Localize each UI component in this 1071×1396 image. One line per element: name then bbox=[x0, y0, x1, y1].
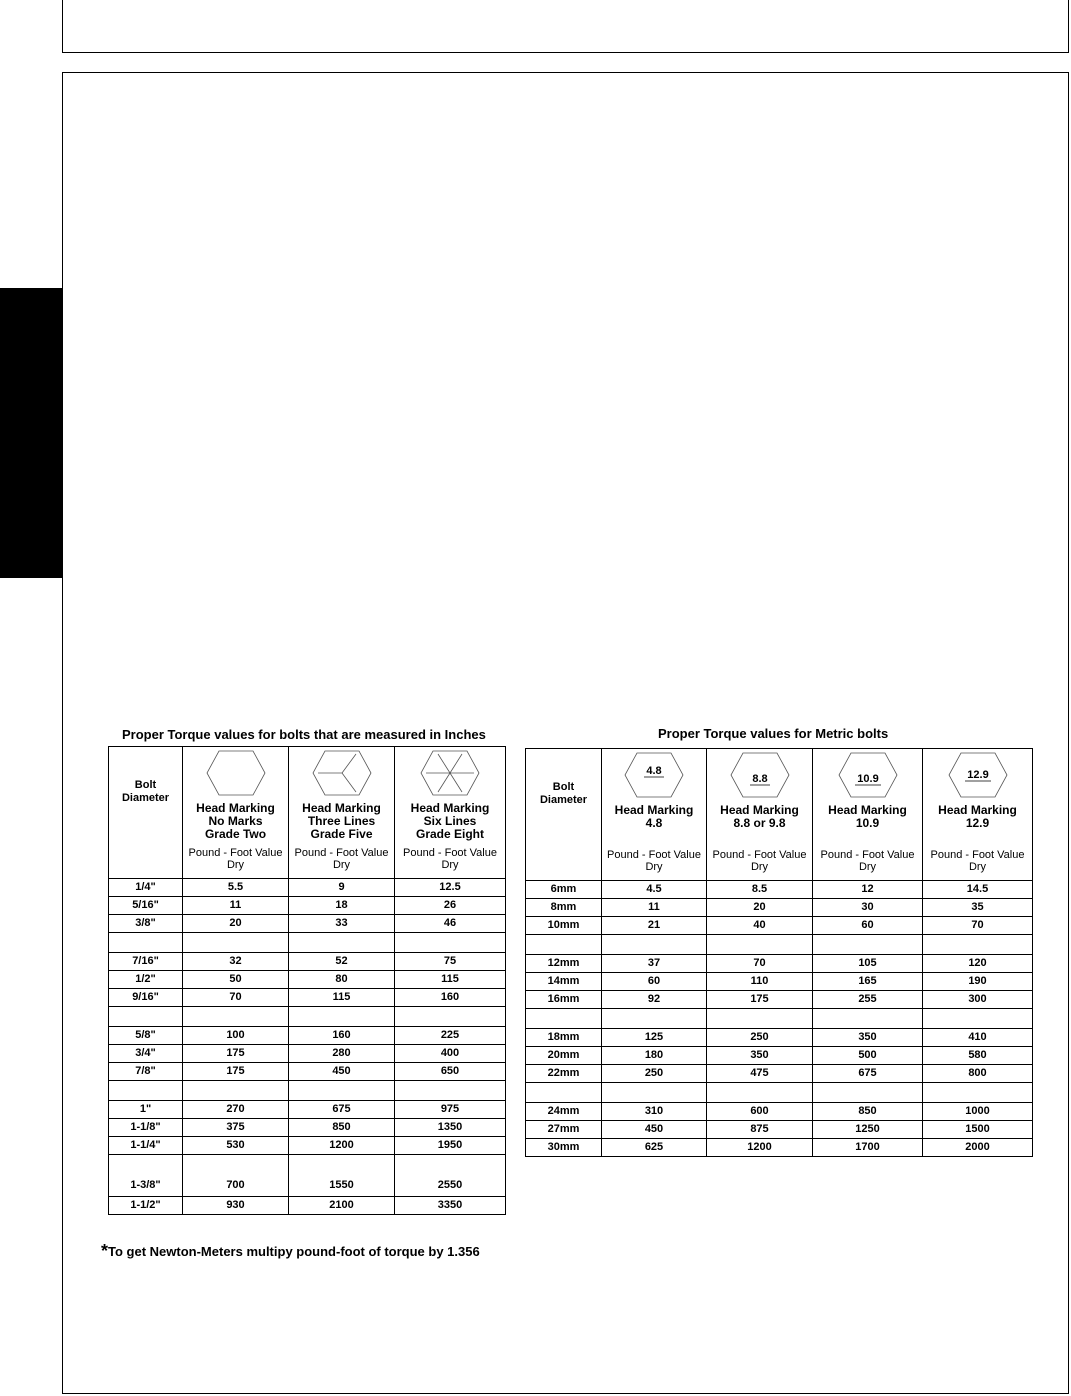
torque-value-cell: 110 bbox=[707, 973, 813, 991]
bolt-diameter-cell: 3/8" bbox=[109, 915, 183, 933]
table-row bbox=[109, 971, 506, 989]
bolt-diameter-cell: 30mm bbox=[526, 1139, 602, 1157]
torque-value-cell bbox=[923, 935, 1033, 955]
spacer-row bbox=[526, 1083, 1033, 1103]
table-row bbox=[109, 897, 506, 915]
bolt-diameter-cell: 1-1/2" bbox=[109, 1197, 183, 1215]
torque-value-cell: 70 bbox=[707, 955, 813, 973]
hex-10-9-icon bbox=[838, 752, 898, 798]
torque-value-cell bbox=[183, 933, 289, 953]
torque-value-cell: 625 bbox=[602, 1139, 707, 1157]
inch-table-title: Proper Torque values for bolts that are measured in Inches bbox=[122, 727, 486, 742]
torque-value-cell: 21 bbox=[602, 917, 707, 935]
torque-value-cell: 450 bbox=[602, 1121, 707, 1139]
table-row bbox=[109, 1155, 506, 1197]
table-row bbox=[109, 1197, 506, 1215]
torque-value-cell: 60 bbox=[602, 973, 707, 991]
torque-value-cell: 350 bbox=[813, 1029, 923, 1047]
torque-value-cell: 50 bbox=[183, 971, 289, 989]
class-4-8-header: 4.8 Head Marking 4.8 Pound - Foot Value Dry bbox=[602, 749, 707, 881]
torque-value-cell bbox=[813, 935, 923, 955]
table-row bbox=[109, 1119, 506, 1137]
torque-value-cell: 115 bbox=[289, 989, 395, 1007]
table-row bbox=[526, 955, 1033, 973]
hex-4-8-icon bbox=[624, 752, 684, 798]
spacer-row bbox=[109, 1007, 506, 1027]
svg-text:10.9: 10.9 bbox=[856, 773, 879, 785]
torque-value-cell bbox=[602, 1009, 707, 1029]
torque-value-cell: 160 bbox=[395, 989, 506, 1007]
metric-torque-table bbox=[525, 748, 1033, 1157]
bolt-diameter-cell: 1/4" bbox=[109, 879, 183, 897]
table-row bbox=[526, 991, 1033, 1009]
bolt-diameter-cell: 7/16" bbox=[109, 953, 183, 971]
bolt-diameter-cell: 22mm bbox=[526, 1065, 602, 1083]
bolt-diameter-cell bbox=[109, 1081, 183, 1101]
bolt-diameter-cell: 1-1/4" bbox=[109, 1137, 183, 1155]
table-row bbox=[526, 973, 1033, 991]
metric-table-title: Proper Torque values for Metric bolts bbox=[658, 726, 889, 741]
bolt-diameter-cell bbox=[526, 1083, 602, 1103]
torque-value-cell bbox=[289, 933, 395, 953]
torque-value-cell: 9 bbox=[289, 879, 395, 897]
torque-value-cell: 1200 bbox=[707, 1139, 813, 1157]
table-row bbox=[526, 917, 1033, 935]
torque-value-cell: 700 bbox=[183, 1155, 289, 1197]
table-row bbox=[526, 881, 1033, 899]
table-row bbox=[109, 1137, 506, 1155]
torque-value-cell: 60 bbox=[813, 917, 923, 935]
bolt-diameter-cell bbox=[109, 1007, 183, 1027]
torque-value-cell: 100 bbox=[183, 1027, 289, 1045]
bolt-diameter-cell: 5/16" bbox=[109, 897, 183, 915]
torque-value-cell: 1700 bbox=[813, 1139, 923, 1157]
torque-value-cell: 600 bbox=[707, 1103, 813, 1121]
bolt-diameter-cell: 6mm bbox=[526, 881, 602, 899]
torque-value-cell: 75 bbox=[395, 953, 506, 971]
torque-value-cell: 8.5 bbox=[707, 881, 813, 899]
torque-value-cell: 12 bbox=[813, 881, 923, 899]
torque-value-cell: 80 bbox=[289, 971, 395, 989]
hex-no-marks-icon bbox=[206, 750, 266, 796]
torque-value-cell: 20 bbox=[183, 915, 289, 933]
torque-value-cell: 160 bbox=[289, 1027, 395, 1045]
table-row bbox=[109, 879, 506, 897]
torque-value-cell: 875 bbox=[707, 1121, 813, 1139]
torque-value-cell: 800 bbox=[923, 1065, 1033, 1083]
table-row bbox=[109, 1045, 506, 1063]
class-10-9-header: 10.9 Head Marking 10.9 Pound - Foot Value Dry bbox=[813, 749, 923, 881]
table-row bbox=[109, 953, 506, 971]
svg-text:8.8: 8.8 bbox=[751, 773, 768, 785]
newton-meter-footnote: *To get Newton-Meters multipy pound-foot of torque by 1.356 bbox=[101, 1241, 480, 1261]
torque-value-cell: 5.5 bbox=[183, 879, 289, 897]
bolt-diameter-cell: 3/4" bbox=[109, 1045, 183, 1063]
torque-value-cell: 250 bbox=[707, 1029, 813, 1047]
torque-value-cell: 2100 bbox=[289, 1197, 395, 1215]
torque-value-cell: 165 bbox=[813, 973, 923, 991]
table-row bbox=[526, 1103, 1033, 1121]
torque-value-cell: 580 bbox=[923, 1047, 1033, 1065]
torque-value-cell: 350 bbox=[707, 1047, 813, 1065]
bolt-diameter-header: Bolt Diameter bbox=[109, 747, 183, 879]
torque-value-cell: 12.5 bbox=[395, 879, 506, 897]
svg-text:4.8: 4.8 bbox=[646, 765, 662, 777]
torque-value-cell: 18 bbox=[289, 897, 395, 915]
hex-8-8-icon bbox=[730, 752, 790, 798]
bolt-diameter-cell bbox=[526, 1009, 602, 1029]
torque-value-cell: 375 bbox=[183, 1119, 289, 1137]
hex-six-lines-icon bbox=[420, 750, 480, 796]
metric-table-header-row bbox=[526, 749, 1033, 881]
torque-value-cell: 850 bbox=[289, 1119, 395, 1137]
bolt-diameter-cell: 16mm bbox=[526, 991, 602, 1009]
torque-value-cell: 180 bbox=[602, 1047, 707, 1065]
torque-value-cell: 3350 bbox=[395, 1197, 506, 1215]
torque-value-cell: 450 bbox=[289, 1063, 395, 1081]
torque-value-cell: 32 bbox=[183, 953, 289, 971]
torque-value-cell: 500 bbox=[813, 1047, 923, 1065]
table-row bbox=[526, 1139, 1033, 1157]
grade-eight-header: Head Marking Six Lines Grade Eight Pound - Foot Value Dry bbox=[395, 747, 506, 879]
bolt-diameter-cell: 10mm bbox=[526, 917, 602, 935]
spacer-row bbox=[109, 1081, 506, 1101]
torque-value-cell bbox=[602, 1083, 707, 1103]
torque-value-cell bbox=[289, 1081, 395, 1101]
torque-value-cell: 930 bbox=[183, 1197, 289, 1215]
torque-value-cell: 1200 bbox=[289, 1137, 395, 1155]
torque-value-cell: 52 bbox=[289, 953, 395, 971]
torque-value-cell: 105 bbox=[813, 955, 923, 973]
bolt-diameter-cell bbox=[109, 933, 183, 953]
torque-value-cell: 175 bbox=[707, 991, 813, 1009]
torque-value-cell: 14.5 bbox=[923, 881, 1033, 899]
torque-value-cell: 1500 bbox=[923, 1121, 1033, 1139]
torque-value-cell: 410 bbox=[923, 1029, 1033, 1047]
table-row bbox=[109, 1027, 506, 1045]
torque-value-cell bbox=[707, 1083, 813, 1103]
torque-value-cell: 1550 bbox=[289, 1155, 395, 1197]
torque-value-cell: 280 bbox=[289, 1045, 395, 1063]
torque-value-cell bbox=[813, 1083, 923, 1103]
torque-value-cell: 40 bbox=[707, 917, 813, 935]
hex-three-lines-icon bbox=[312, 750, 372, 796]
torque-value-cell: 46 bbox=[395, 915, 506, 933]
torque-value-cell: 33 bbox=[289, 915, 395, 933]
torque-value-cell: 37 bbox=[602, 955, 707, 973]
torque-value-cell: 1350 bbox=[395, 1119, 506, 1137]
spacer-row bbox=[109, 933, 506, 953]
section-side-tab bbox=[0, 288, 62, 578]
torque-value-cell bbox=[707, 1009, 813, 1029]
torque-value-cell bbox=[395, 933, 506, 953]
table-row bbox=[526, 899, 1033, 917]
torque-value-cell: 125 bbox=[602, 1029, 707, 1047]
torque-value-cell: 225 bbox=[395, 1027, 506, 1045]
torque-value-cell: 270 bbox=[183, 1101, 289, 1119]
bolt-diameter-cell: 8mm bbox=[526, 899, 602, 917]
inch-torque-table bbox=[108, 746, 506, 1215]
torque-value-cell: 26 bbox=[395, 897, 506, 915]
torque-value-cell: 30 bbox=[813, 899, 923, 917]
torque-value-cell bbox=[395, 1007, 506, 1027]
torque-value-cell: 675 bbox=[289, 1101, 395, 1119]
torque-value-cell: 20 bbox=[707, 899, 813, 917]
torque-value-cell: 975 bbox=[395, 1101, 506, 1119]
torque-value-cell bbox=[183, 1007, 289, 1027]
torque-value-cell: 190 bbox=[923, 973, 1033, 991]
torque-value-cell: 175 bbox=[183, 1045, 289, 1063]
torque-value-cell: 255 bbox=[813, 991, 923, 1009]
torque-value-cell: 70 bbox=[923, 917, 1033, 935]
torque-value-cell: 300 bbox=[923, 991, 1033, 1009]
header-frame bbox=[62, 0, 1069, 53]
torque-value-cell: 850 bbox=[813, 1103, 923, 1121]
bolt-diameter-cell: 27mm bbox=[526, 1121, 602, 1139]
torque-value-cell: 92 bbox=[602, 991, 707, 1009]
spacer-row bbox=[526, 1009, 1033, 1029]
torque-value-cell bbox=[395, 1081, 506, 1101]
torque-value-cell bbox=[707, 935, 813, 955]
inch-table-header-row bbox=[109, 747, 506, 879]
torque-value-cell bbox=[602, 935, 707, 955]
torque-value-cell: 11 bbox=[602, 899, 707, 917]
table-row bbox=[526, 1121, 1033, 1139]
bolt-diameter-cell: 1" bbox=[109, 1101, 183, 1119]
torque-value-cell bbox=[923, 1009, 1033, 1029]
torque-value-cell: 11 bbox=[183, 897, 289, 915]
table-row bbox=[526, 1047, 1033, 1065]
torque-value-cell: 175 bbox=[183, 1063, 289, 1081]
torque-value-cell: 1250 bbox=[813, 1121, 923, 1139]
torque-value-cell: 310 bbox=[602, 1103, 707, 1121]
torque-value-cell: 530 bbox=[183, 1137, 289, 1155]
torque-value-cell: 35 bbox=[923, 899, 1033, 917]
table-row bbox=[526, 1029, 1033, 1047]
torque-value-cell: 2550 bbox=[395, 1155, 506, 1197]
table-row bbox=[109, 989, 506, 1007]
bolt-diameter-cell: 1/2" bbox=[109, 971, 183, 989]
bolt-diameter-cell: 5/8" bbox=[109, 1027, 183, 1045]
grade-two-header: Head Marking No Marks Grade Two Pound - Foot Value Dry bbox=[183, 747, 289, 879]
torque-value-cell bbox=[813, 1009, 923, 1029]
table-row bbox=[109, 1063, 506, 1081]
torque-value-cell: 115 bbox=[395, 971, 506, 989]
torque-value-cell: 475 bbox=[707, 1065, 813, 1083]
torque-value-cell bbox=[923, 1083, 1033, 1103]
grade-five-header: Head Marking Three Lines Grade Five Pound - Foot Value Dry bbox=[289, 747, 395, 879]
torque-value-cell: 675 bbox=[813, 1065, 923, 1083]
bolt-diameter-cell bbox=[526, 935, 602, 955]
class-8-8-header: 8.8 Head Marking 8.8 or 9.8 Pound - Foot Value Dry bbox=[707, 749, 813, 881]
torque-value-cell bbox=[183, 1081, 289, 1101]
torque-value-cell: 70 bbox=[183, 989, 289, 1007]
bolt-diameter-header: Bolt Diameter bbox=[526, 749, 602, 881]
bolt-diameter-cell: 20mm bbox=[526, 1047, 602, 1065]
torque-value-cell: 1000 bbox=[923, 1103, 1033, 1121]
class-12-9-header: 12.9 Head Marking 12.9 Pound - Foot Value Dry bbox=[923, 749, 1033, 881]
table-row bbox=[109, 915, 506, 933]
bolt-diameter-cell: 18mm bbox=[526, 1029, 602, 1047]
table-row bbox=[526, 1065, 1033, 1083]
torque-value-cell: 1950 bbox=[395, 1137, 506, 1155]
spacer-row bbox=[526, 935, 1033, 955]
torque-value-cell: 4.5 bbox=[602, 881, 707, 899]
bolt-diameter-cell: 24mm bbox=[526, 1103, 602, 1121]
bolt-diameter-cell: 1-1/8" bbox=[109, 1119, 183, 1137]
hex-12-9-icon bbox=[948, 752, 1008, 798]
torque-value-cell: 120 bbox=[923, 955, 1033, 973]
torque-value-cell: 250 bbox=[602, 1065, 707, 1083]
torque-value-cell: 400 bbox=[395, 1045, 506, 1063]
bolt-diameter-cell: 12mm bbox=[526, 955, 602, 973]
svg-text:12.9: 12.9 bbox=[966, 769, 989, 781]
bolt-diameter-cell: 7/8" bbox=[109, 1063, 183, 1081]
torque-value-cell: 650 bbox=[395, 1063, 506, 1081]
bolt-diameter-cell: 14mm bbox=[526, 973, 602, 991]
torque-value-cell: 2000 bbox=[923, 1139, 1033, 1157]
table-row bbox=[109, 1101, 506, 1119]
bolt-diameter-cell: 1-3/8" bbox=[109, 1155, 183, 1197]
bolt-diameter-cell: 9/16" bbox=[109, 989, 183, 1007]
torque-value-cell bbox=[289, 1007, 395, 1027]
